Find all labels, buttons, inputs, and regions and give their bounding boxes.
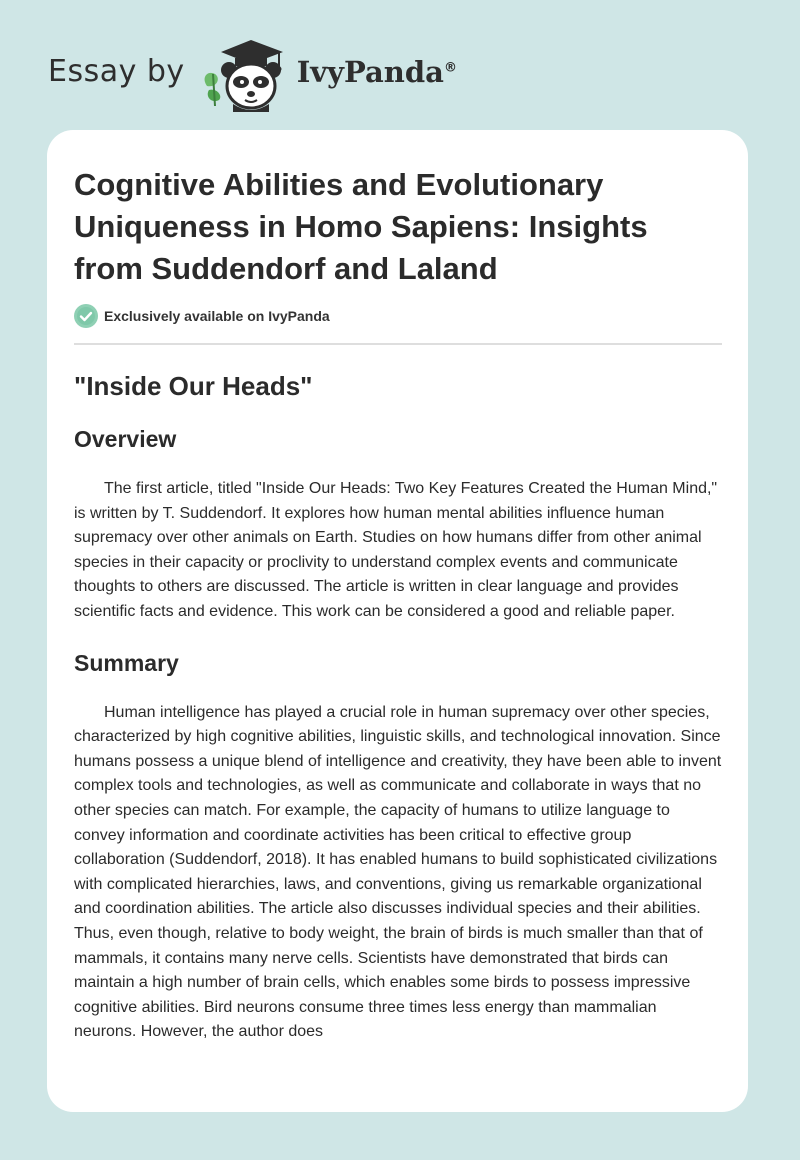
essay-title: Cognitive Abilities and Evolutionary Uniqueness in Homo Sapiens: Insights from Suddendorf and Laland — [74, 167, 648, 286]
essay-card — [47, 130, 748, 1112]
panda-graduate-logo-icon[interactable] — [199, 34, 291, 114]
registered-mark: ® — [443, 60, 457, 76]
exclusive-badge — [74, 304, 722, 328]
essay-by-label: Essay by — [48, 53, 185, 89]
brand-text: IvyPanda — [296, 55, 444, 89]
overview-heading: Overview — [74, 426, 177, 452]
exclusive-label: Exclusively available on IvyPanda — [104, 308, 330, 324]
divider — [74, 343, 722, 345]
summary-heading: Summary — [74, 649, 179, 676]
summary-paragraph: Human intelligence has played a crucial role in human supremacy over other species, characterized by high cognitive abilities, linguistic skills, and technological innovation. Since humans possess a unique blend of intelligence and creativity, they have been able to invent complex tools and technologies, as well as communicate and collaborate in ways that no other species can match. For example, the capacity of humans to utilize language to convey information and coordinate activities has been critical to effective group collaboration (Suddendorf, 2018). It has enabled humans to build sophisticated civilizations with complicated hierarchies, laws, and conventions, giving us remarkable organizational and coordination abilities. The article also discusses individual species and their abilities. Thus, even though, relative to body weight, the brain of birds is much smaller than that of mammals, it contains many nerve cells. Scientists have demonstrated that birds can maintain a high number of brain cells, which enables some birds to possess impressive cognitive abilities. Bird neurons consume three times less energy than mammalian neurons. However, the author does — [74, 703, 722, 1041]
brand-name[interactable] — [297, 55, 457, 89]
overview-paragraph: The first article, titled "Inside Our Heads: Two Key Features Created the Human Mind," is written by T. Suddendorf. It explores how human mental abilities influence human supremacy over other animals on Earth. Studies on how humans differ from other animal species in their capacity or proclivity to understand complex events and communicate thoughts to others are discussed. The article is written in clear language and provides scientific facts and evidence. This work can be considered a good and reliable paper. — [74, 480, 718, 620]
section-title: "Inside Our Heads" — [74, 371, 313, 401]
site-header — [48, 34, 457, 114]
check-circle-icon — [74, 304, 98, 328]
